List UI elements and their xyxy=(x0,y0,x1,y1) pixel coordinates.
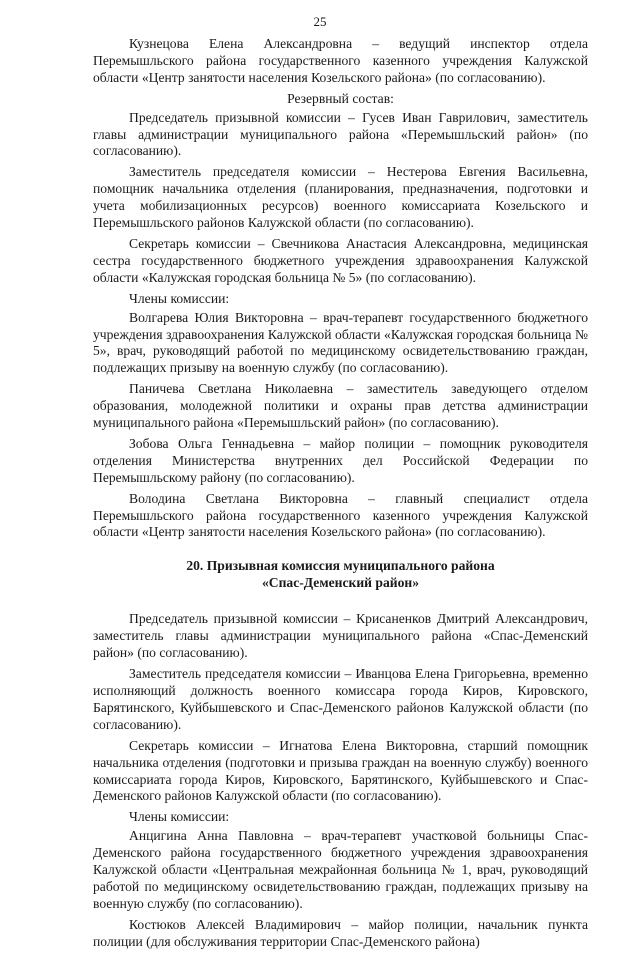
paragraph-s20-deputy: Заместитель председателя комиссии – Иванцова Елена Григорьевна, временно исполняющий должность военного комиссара города Киров, Кировского, Барятинского, Куйбышевского и Спас-Деменского районов Калужской области (по согласованию). xyxy=(93,666,588,732)
paragraph-s20-chairman: Председатель призывной комиссии – Крисаненков Дмитрий Александрович, заместитель главы администрации муниципального района «Спас-Деменский район» (по согласованию). xyxy=(93,611,588,661)
paragraph-panicheva: Паничева Светлана Николаевна – заместитель заведующего отделом образования, молодежной политики и охраны прав детства администрации муниципального района «Перемышльский район» (по согласованию). xyxy=(93,381,588,431)
page-number: 25 xyxy=(313,14,327,29)
paragraph-zobova: Зобова Ольга Геннадьевна – майор полиции – помощник руководителя отделения Министерства внутренних дел Российской Федерации по Перемышльскому району (по согласованию). xyxy=(93,435,588,485)
paragraph-reserve-chairman: Председатель призывной комиссии – Гусев Иван Гаврилович, заместитель главы администрации муниципального района «Перемышльский район» (по согласованию). xyxy=(93,109,588,159)
document-body xyxy=(93,36,588,955)
paragraph-s20-secretary: Секретарь комиссии – Игнатова Елена Викторовна, старший помощник начальника отделения (подготовки и призыва граждан на военную службу) военного комиссариата города Киров, Кировского, Барятинского, Куйбышевского и Спас-Деменского районов Калужской области (по согласованию). xyxy=(93,737,588,804)
paragraph-volodina: Володина Светлана Викторовна – главный специалист отдела Перемышльского района государственного казенного учреждения Калужской области «Центр занятости населения Козельского района» (по согласованию). xyxy=(93,490,588,540)
members-label-s20: Члены комиссии: xyxy=(129,809,230,825)
paragraph-antsigina: Анцигина Анна Павловна – врач-терапевт участковой больницы Спас-Деменского района государственного бюджетного учреждения здравоохранения Калужской области «Центральная межрайонная больница № 1, врач, руководящий работой по медицинскому освидетельствованию граждан, подлежащих призыву на военную службу (по согласованию). xyxy=(93,828,588,911)
reserve-title: Резервный состав: xyxy=(287,90,394,106)
paragraph-kuznetsova: Кузнецова Елена Александровна – ведущий инспектор отдела Перемышльского района государственного казенного учреждения Калужской области «Центр занятости населения Козельского района» (по согласованию). xyxy=(93,36,588,85)
paragraph-reserve-secretary: Секретарь комиссии – Свечникова Анастасия Александровна, медицинская сестра государственного бюджетного учреждения здравоохранения Калужской области «Калужская городская больница № 5» (по согласованию). xyxy=(93,235,588,285)
paragraph-reserve-deputy: Заместитель председателя комиссии – Нестерова Евгения Васильевна, помощник начальника отделения (планирования, предназначения, подготовки и учета мобилизационных ресурсов) военного комиссариата Козельского и Перемышльского районов Калужской области (по согласованию). xyxy=(93,164,588,231)
paragraph-kostyukov: Костюков Алексей Владимирович – майор полиции, начальник пункта полиции (для обслуживания территории Спас-Деменского района) xyxy=(93,916,588,949)
section-20-heading xyxy=(93,557,588,591)
section-20-heading-line1: 20. Призывная комиссия муниципального района xyxy=(186,558,495,574)
members-label-reserve: Члены комиссии: xyxy=(129,290,230,306)
section-20-heading-line2: «Спас-Деменский район» xyxy=(261,575,420,591)
paragraph-volgareva: Волгарева Юлия Викторовна – врач-терапевт государственного бюджетного учреждения здравоохранения Калужской области «Калужская городская больница № 5», врач, руководящий работой по медицинскому освидетельствованию граждан, подлежащих призыву на военную службу (по согласованию). xyxy=(93,309,588,376)
